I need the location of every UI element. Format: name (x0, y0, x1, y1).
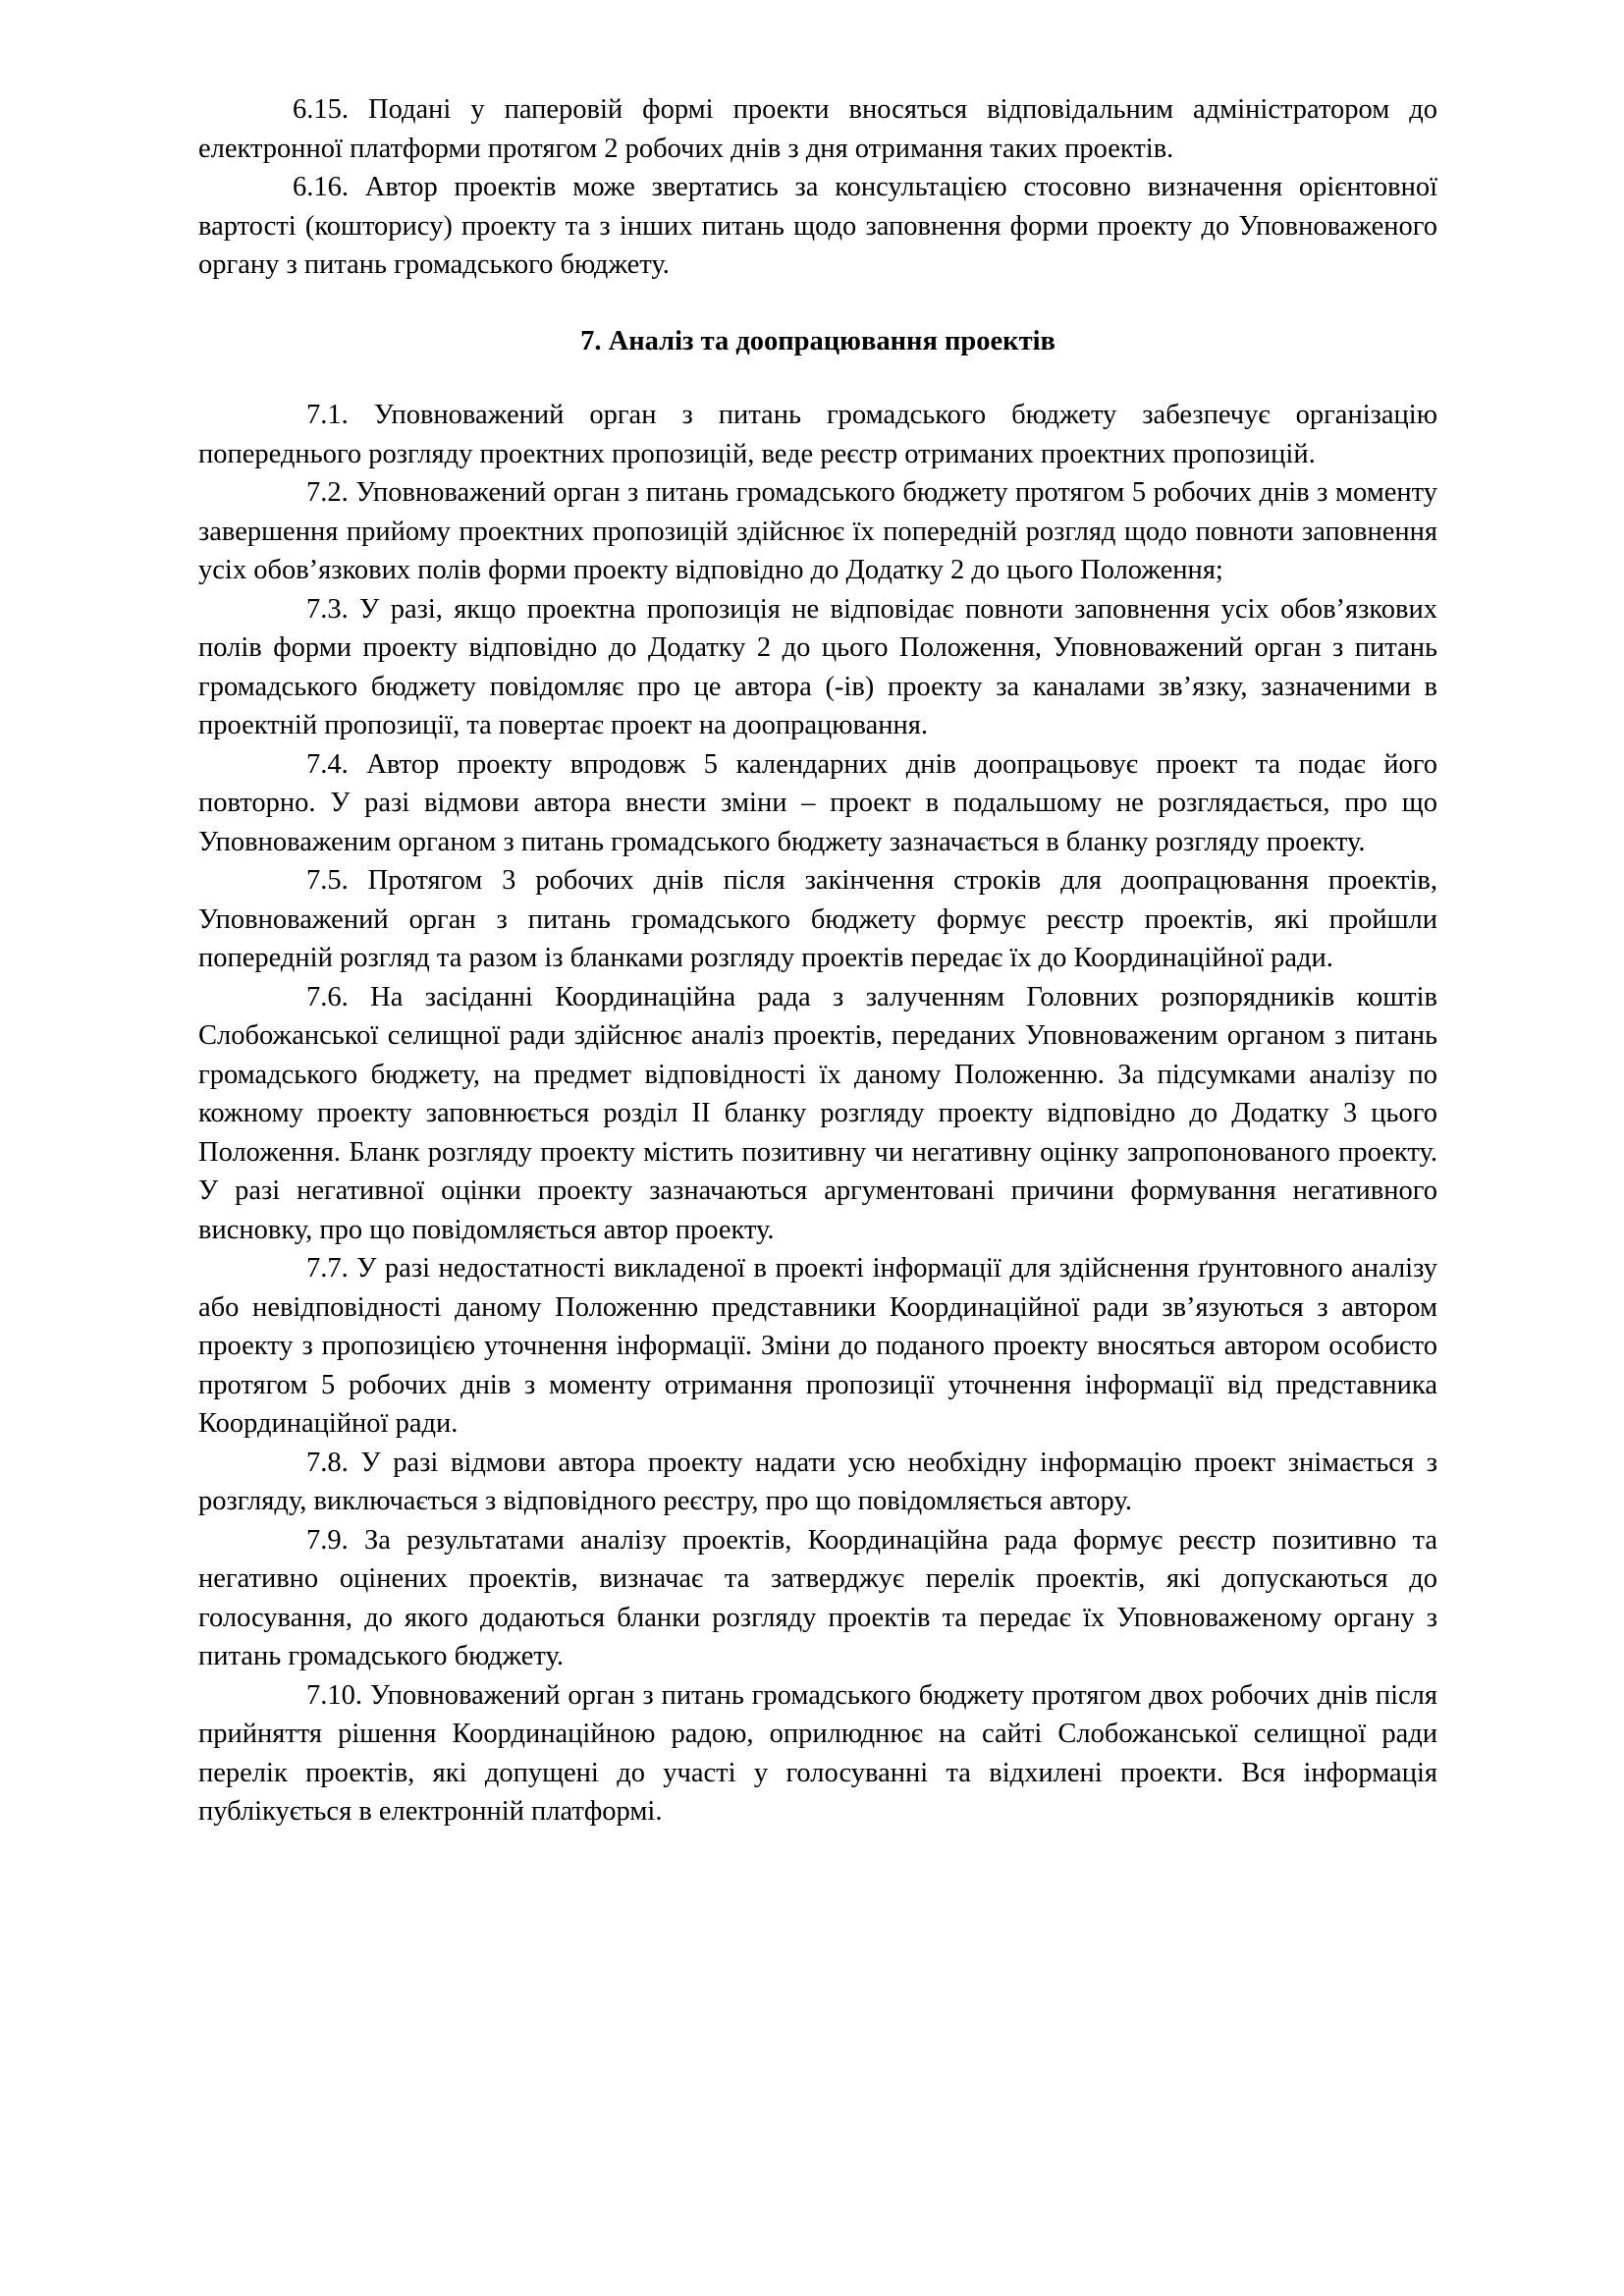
document-page (198, 90, 1437, 1831)
clause-7-10 (198, 1676, 1437, 1831)
clause-number: 7.10. (306, 1679, 362, 1711)
clause-text: Уповноважений орган з питань громадського бюджету протягом 5 робочих днів з моменту завершення прийому проектних пропозицій здійснює їх попередній розгляд щодо повноти заповнення усіх обов’язкових полів форми проекту відповідно до Додатку 2 до цього Положення; (198, 477, 1437, 585)
clause-7-7 (198, 1249, 1437, 1444)
clause-7-5 (198, 861, 1437, 978)
clause-text: За результатами аналізу проектів, Координаційна рада формує реєстр позитивно та негативно оцінених проектів, визначає та затверджує перелік проектів, які допускаються до голосування, до якого додаються бланки розгляду проектів та передає їх Уповноваженому органу з питань громадського бюджету. (198, 1524, 1437, 1671)
clause-text: Автор проектів може звертатись за консультацією стосовно визначення орієнтовної вартості (кошторису) проекту та з інших питань щодо заповнення форми проекту до Уповноваженого органу з питань громадського бюджету. (198, 172, 1437, 280)
clause-number: 7.2. (306, 477, 349, 508)
clause-7-1 (198, 396, 1437, 473)
clause-text: У разі недостатності викладеної в проекті інформації для здійснення ґрунтовного аналізу або невідповідності даному Положенню представники Координаційної ради зв’язуються з автором проекту з пропозицією уточнення інформації. Зміни до поданого проекту вносяться автором особисто протягом 5 робочих днів з моменту отримання пропозиції уточнення інформації від представника Координаційної ради. (198, 1253, 1437, 1439)
clause-number: 7.5. (306, 865, 349, 896)
clause-7-8 (198, 1444, 1437, 1521)
clause-7-4 (198, 745, 1437, 862)
clause-6-15 (198, 90, 1437, 168)
clause-number: 7.8. (306, 1447, 349, 1478)
clause-number: 7.9. (306, 1524, 349, 1556)
section-heading: 7. Аналіз та доопрацювання проектів (580, 325, 1056, 356)
clause-7-6 (198, 978, 1437, 1250)
clause-7-2 (198, 473, 1437, 590)
clause-7-9 (198, 1521, 1437, 1676)
clause-number: 7.7. (306, 1253, 349, 1284)
clause-text: На засіданні Координаційна рада з залученням Головних розпорядників коштів Слобожанської селищної ради здійснює аналіз проектів, переданих Уповноваженим органом з питань громадського бюджету, на предмет відповідності їх даному Положенню. За підсумками аналізу по кожному проекту заповнюється розділ ІІ бланку розгляду проекту відповідно до Додатку 3 цього Положення. Бланк розгляду проекту містить позитивну чи негативну оцінку запропонованого проекту. У разі негативної оцінки проекту зазначаються аргументовані причини формування негативного висновку, про що повідомляється автор проекту. (198, 981, 1437, 1245)
clause-text: Уповноважений орган з питань громадського бюджету протягом двох робочих днів після прийняття рішення Координаційною радою, оприлюднює на сайті Слобожанської селищної ради перелік проектів, які допущені до участі у голосуванні та відхилені проекти. Вся інформація публікується в електронній платформі. (198, 1679, 1437, 1827)
clause-number: 6.15. (293, 94, 349, 125)
clause-text: Уповноважений орган з питань громадського бюджету забезпечує організацію попереднього розгляду проектних пропозицій, веде реєстр отриманих проектних пропозицій. (198, 400, 1437, 469)
clause-number: 7.6. (306, 981, 349, 1012)
clause-number: 6.16. (293, 172, 349, 202)
clause-6-16 (198, 168, 1437, 285)
clause-text: У разі відмови автора проекту надати усю необхідну інформацію проект знімається з розгляду, виключається з відповідного реєстру, про що повідомляється автору. (198, 1447, 1437, 1516)
clause-text: Автор проекту впродовж 5 календарних днів доопрацьовує проект та подає його повторно. У разі відмови автора внести зміни – проект в подальшому не розглядається, про що Уповноваженим органом з питань громадського бюджету зазначається в бланку розгляду проекту. (198, 748, 1437, 857)
clause-number: 7.1. (306, 400, 349, 430)
clause-text: У разі, якщо проектна пропозиція не відповідає повноти заповнення усіх обов’язкових полів форми проекту відповідно до Додатку 2 до цього Положення, Уповноважений орган з питань громадського бюджету повідомляє про це автора (-ів) проекту за каналами зв’язку, зазначеними в проектній пропозиції, та повертає проект на доопрацювання. (198, 593, 1437, 740)
clause-number: 7.3. (306, 593, 349, 625)
clause-7-3 (198, 590, 1437, 745)
clause-text: Протягом 3 робочих днів після закінчення строків для доопрацювання проектів, Уповноважений орган з питань громадського бюджету формує реєстр проектів, які пройшли попередній розгляд та разом із бланками розгляду проектів передає їх до Координаційної ради. (198, 865, 1438, 973)
clause-text: Подані у паперовій формі проекти вносяться відповідальним адміністратором до електронної платформи протягом 2 робочих днів з дня отримання таких проектів. (198, 94, 1438, 164)
clause-number: 7.4. (306, 748, 349, 780)
